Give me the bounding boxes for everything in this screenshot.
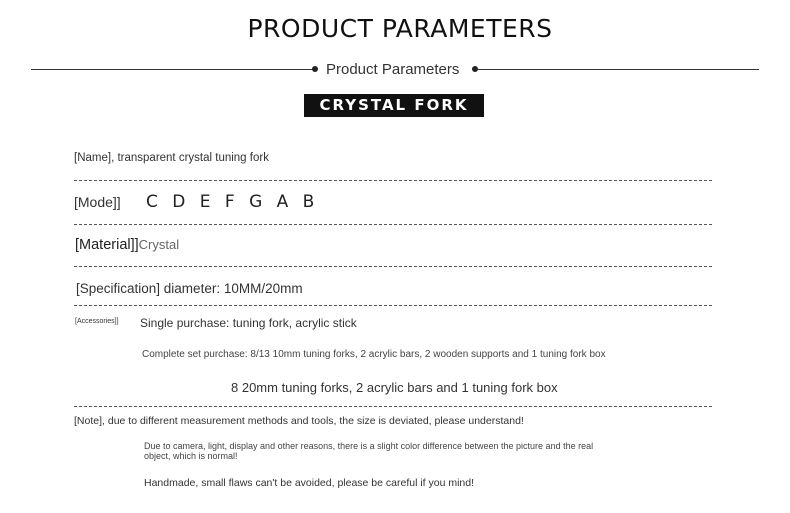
color-note-line1: Due to camera, light, display and other reasons, there is a slight color difference between the picture and the real: [144, 441, 594, 451]
page-title: PRODUCT PARAMETERS: [247, 14, 553, 43]
row-divider: [74, 224, 712, 225]
divider-right: [476, 69, 759, 70]
row-divider: [74, 305, 712, 306]
material-value: Crystal: [138, 237, 180, 252]
row-divider: [74, 406, 712, 407]
material-label: [Material]]: [75, 237, 139, 253]
row-divider: [74, 266, 712, 267]
mode-values: CDEFGAB: [146, 192, 329, 212]
divider-left: [31, 69, 315, 70]
product-badge: CRYSTAL FORK: [304, 94, 484, 117]
name-row: [Name], transparent crystal tuning fork: [74, 152, 269, 164]
handmade-note: Handmade, small flaws can't be avoided, please be careful if you mind!: [144, 477, 475, 489]
row-divider: [74, 180, 712, 181]
color-note-line2: object, which is normal!: [144, 451, 238, 461]
accessories-20mm-set: 8 20mm tuning forks, 2 acrylic bars and 1 tuning fork box: [231, 380, 558, 395]
accessories-complete-set: Complete set purchase: 8/13 10mm tuning forks, 2 acrylic bars, 2 wooden supports and 1 tuning fork box: [142, 349, 606, 360]
mode-label: [Mode]]: [74, 194, 121, 210]
material-row: [75, 237, 179, 253]
specification-row: [Specification] diameter: 10MM/20mm: [76, 281, 303, 296]
divider-dot-left: [312, 66, 318, 72]
note-text: [Note], due to different measurement methods and tools, the size is deviated, please understand!: [74, 415, 524, 427]
accessories-single: Single purchase: tuning fork, acrylic stick: [140, 316, 357, 330]
section-subtitle: Product Parameters: [326, 61, 460, 78]
accessories-label: [Accessories]]: [75, 318, 119, 325]
